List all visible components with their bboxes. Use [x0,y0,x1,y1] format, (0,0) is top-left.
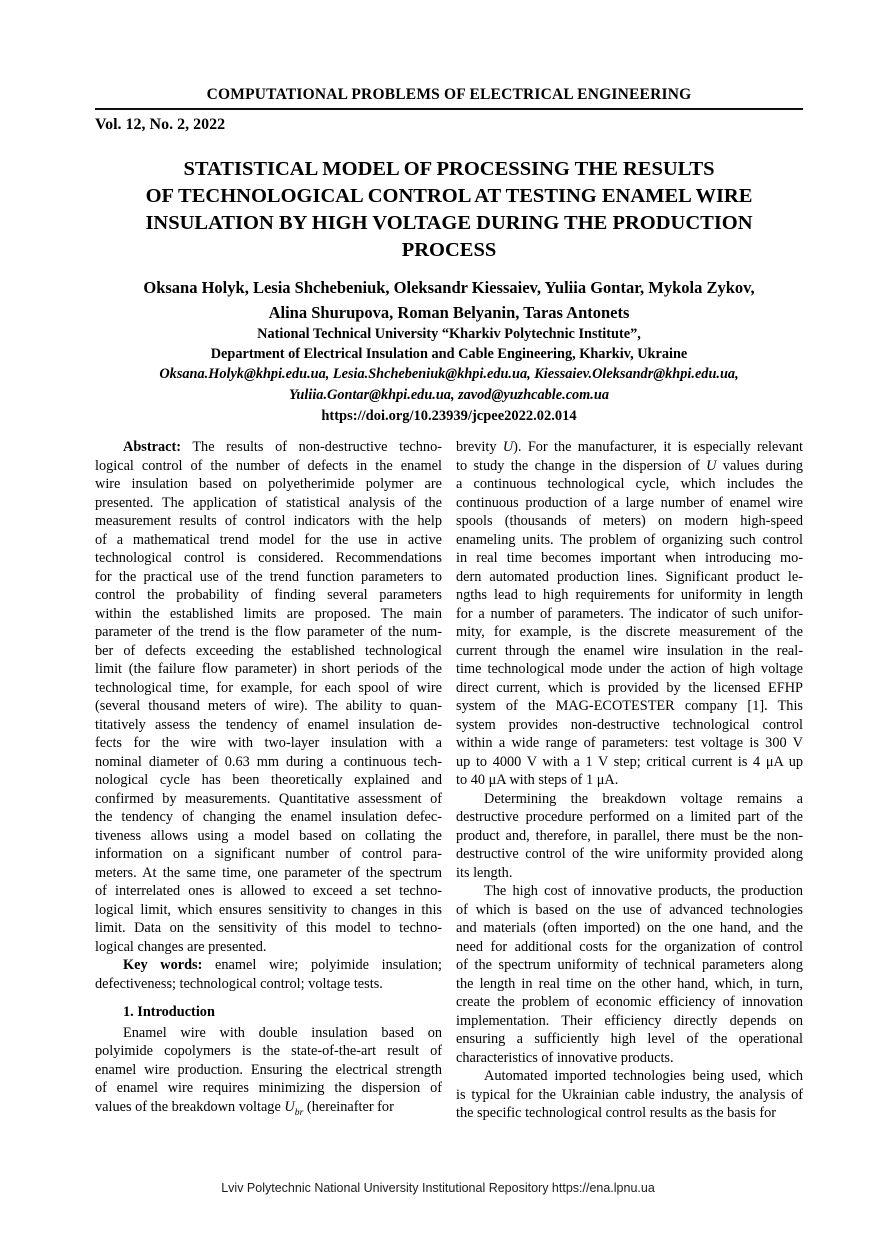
text-line: of enamel wire requires minimizing the dispersion of [95,1080,442,1096]
text-line: logical changes are presented. [95,938,267,955]
text-line: meters. At the same time, one parameter of the spectrum [95,864,442,881]
text-line: destructive procedure performed on a limited part of the [456,809,803,825]
text-line: mity, for example, is the discrete measurement of the [456,624,803,640]
text-line: need for additional costs for the organization of control [456,938,803,955]
paper-title-line: OF TECHNOLOGICAL CONTROL AT TESTING ENAMEL WIRE [145,185,753,207]
text-line: continuous production of a large number of enamel wire [456,494,803,511]
text-line: system of the MAG-ECOTESTER company [1]. This [456,698,803,714]
text-line: confirmed by measurements. Quantitative assessment of [95,790,442,807]
text-line: titatively assess the tendency of enamel insulation de- [95,716,442,733]
affiliation-line: Department of Electrical Insulation and Cable Engineering, Kharkiv, Ukraine [210,345,688,362]
text-line: limit (the failure flow parameter) in short periods of the [95,661,442,677]
text-line: nominal diameter of 0.63 mm during a continuous tech- [95,753,442,770]
text-line: information on a significant number of control para- [95,846,442,862]
text-line: and materials (often imported) on the one hand, and the [456,920,803,936]
text-line: the specific technological control results as the basis for [456,1105,776,1121]
paragraph [456,882,803,1067]
text-line: for the practical use of the trend function parameters to [95,568,442,585]
paper-title-line: INSULATION BY HIGH VOLTAGE DURING THE PRODUCTION [145,212,753,234]
text-line: logical control of the number of defects in the enamel [95,457,442,474]
text-line: nological cycle has been theoretically explained and [95,772,442,788]
text-line: destructive control of the wire uniformity provided along [456,846,803,862]
text-line: is typical for the Ukrainian cable industry, the analysis of [456,1086,803,1103]
text-line: for a number of parameters. The indicator of such unifor- [456,605,803,622]
paragraph [95,956,442,993]
paragraph [95,1024,442,1117]
text-line: a continuous technological cycle, which includes the [456,476,803,492]
text-line: to study the change in the dispersion of U values during [456,457,804,474]
text-line: technological time, for example, for each spool of wire [95,679,442,696]
email-line: Oksana.Holyk@khpi.edu.ua, Lesia.Shchebeniuk@khpi.edu.ua, Kiessaiev.Oleksandr@khpi.edu.ua, [159,366,739,382]
journal-masthead [95,86,803,110]
text-line: Abstract: The results of non-destructive techno- [123,439,442,455]
text-line: dern automated production lines. Significant product le- [456,568,803,585]
text-line: current through the enamel wire insulation in the real- [456,642,803,659]
email-line: Yuliia.Gontar@khpi.edu.ua, zavod@yuzhcable.com.ua [289,387,609,403]
text-line: characteristics of innovative products. [456,1049,674,1066]
text-line: of interrelated ones is allowed to exceed a set techno- [95,883,442,899]
paragraph [456,1067,803,1123]
body-columns [95,438,803,1123]
text-line: the length in real time on the other hand, which, in turn, [456,975,803,992]
text-line: limit. Data on the sensitivity of this model to techno- [95,920,442,936]
text-line: create the problem of economic efficiency of innovation [456,994,803,1010]
right-column [456,438,803,1123]
text-line: to 40 μA with steps of 1 μA. [456,772,619,788]
section-heading: 1. Introduction [123,1004,215,1020]
text-line: technological control is considered. Recommendations [95,550,442,566]
paper-title [95,156,803,264]
text-line: its length. [456,864,513,881]
paragraph [456,438,803,790]
affiliation-line: National Technical University “Kharkiv Polytechnic Institute”, [257,326,641,342]
emails-block [95,364,803,406]
text-line: implementation. Their efficiency directly depends on [456,1012,803,1029]
text-line: The high cost of innovative products, the production [484,883,803,899]
text-line: ensuring a sufficiently high level of the operational [456,1031,803,1047]
text-line: logical limit, which ensures sensitivity to changes in this [95,901,442,918]
paragraph [456,790,803,883]
text-line: of the spectrum uniformity of technical parameters along [456,957,803,973]
text-line: defectiveness; technological control; voltage tests. [95,975,383,992]
paper-title-line: PROCESS [401,239,497,261]
text-line: the tendency of changing the enamel insulation defec- [95,809,442,825]
text-line: system provides non-destructive technological control [456,716,803,733]
text-line: of a mathematical trend model for the use in active [95,531,442,548]
doi-line: https://doi.org/10.23939/jcpee2022.02.014 [321,408,577,424]
text-line: fects for the wire with two-layer insulation with a [95,735,442,751]
text-line: parameter of the trend is the flow parameter of the num- [95,624,442,640]
paragraph [95,438,442,956]
text-line: ber of defects exceeding the established technological [95,642,442,659]
text-line: spools (thousands of meters) on modern high-speed [456,513,803,529]
authors-line: Oksana Holyk, Lesia Shchebeniuk, Oleksandr Kiessaiev, Yuliia Gontar, Mykola Zykov, [143,278,755,297]
authors-line: Alina Shurupova, Roman Belyanin, Taras Antonets [268,303,630,322]
text-line: direct current, which is provided by the licensed EFHP [456,679,803,696]
authors-block [95,275,803,325]
text-line: control the probability of finding several parameters [95,587,442,603]
text-line: up to 4000 V with a 1 V step; critical current is 4 μA up [456,753,803,770]
text-line: enameling units. The problem of organizing such control [456,531,803,548]
text-line: in real time becomes important when introducing mo- [456,550,803,566]
text-line: polyimide copolymers is the state-of-the-art result of [95,1043,442,1059]
paper-title-line: STATISTICAL MODEL OF PROCESSING THE RESULTS [183,158,715,180]
text-line: (several thousand meters of wire). The ability to quan- [95,698,442,714]
journal-title: COMPUTATIONAL PROBLEMS OF ELECTRICAL ENGINEERING [206,86,692,103]
affiliation-block [95,325,803,364]
text-line: within the established limits are proposed. The main [95,605,442,622]
text-line: values of the breakdown voltage $U_{br}$ (hereinafter for [95,1098,394,1118]
text-line: Automated imported technologies being used, which [484,1068,803,1084]
issue-line: Vol. 12, No. 2, 2022 [95,116,226,133]
page-content [95,0,803,1123]
text-line: tiveness allows using a model based on collating the [95,827,442,844]
text-line: time technological mode under the action of high voltage [456,661,803,677]
text-line: of which is based on the use of advanced technologies [456,901,803,918]
text-line: product and, therefore, in parallel, there must be the non- [456,827,803,844]
text-line: presented. The application of statistical analysis of the [95,494,442,511]
text-line: wire insulation based on polyetherimide polymer are [95,476,442,492]
repository-footer: Lviv Polytechnic National University Institutional Repository https://ena.lpnu.ua [221,1181,655,1195]
text-line: Determining the breakdown voltage remains a [484,790,803,807]
left-column [95,438,442,1123]
text-line: ngths lead to high requirements for uniformity in length [456,587,803,603]
text-line: within a wide range of parameters: test voltage is 300 V [456,735,803,751]
text-line: measurement results of control indicators with the help [95,513,442,529]
text-line: Enamel wire with double insulation based on [123,1024,442,1041]
text-line: brevity U). For the manufacturer, it is especially relevant [456,439,803,455]
text-line: Key words: enamel wire; polyimide insulation; [123,957,442,973]
text-line: enamel wire production. Ensuring the electrical strength [95,1061,442,1078]
